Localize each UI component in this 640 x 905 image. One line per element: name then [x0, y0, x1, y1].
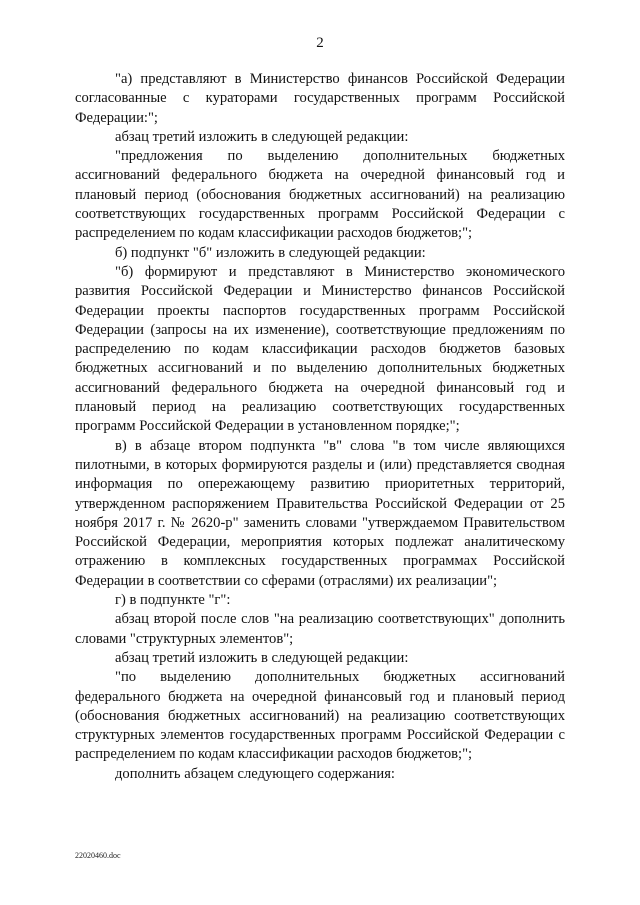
paragraph: абзац третий изложить в следующей редакции:: [115, 128, 409, 145]
paragraph: "предложения по выделению дополнительных бюджетных ассигнований федерального бюджета на очередной финансовый год и плановый период (обоснования бюджетных ассигнований) на реализацию соответствующих государственных программ Российской Федерации с распределением по кодам классификации расходов бюджетов;";: [75, 148, 565, 242]
file-name-footer: 22020460.doc: [75, 851, 121, 860]
paragraph: в) в абзаце втором подпункта "в" слова "в том числе являющихся пилотными, в которых формируются разделы и (или) представляется сводная информация по опережающему развитию приоритетных территорий, утвержденном распоряжением Правительства Российской Федерации от 25 ноября 2017 г. № 2620-р" заменить словами "утверждаемом Правительством Российской Федерации, мероприятия которых подлежат аналитическому отражению в комплексных государственных программах Российской Федерации в соответствии со сферами (отраслями) их реализации";: [75, 437, 565, 589]
paragraph: дополнить абзацем следующего содержания:: [115, 765, 395, 782]
paragraph: б) подпункт "б" изложить в следующей редакции:: [115, 244, 426, 261]
paragraph: абзац второй после слов "на реализацию соответствующих" дополнить словами "структурных элементов";: [75, 611, 565, 647]
paragraph: "а) представляют в Министерство финансов Российской Федерации согласованные с кураторами государственных программ Российской Федерации:";: [75, 71, 565, 126]
paragraph: г) в подпункте "г":: [115, 592, 231, 609]
paragraph: абзац третий изложить в следующей редакции:: [115, 649, 409, 666]
paragraph: "б) формируют и представляют в Министерство экономического развития Российской Федерации и Министерство финансов Российской Федерации проекты паспортов государственных программ Российской Федерации (запросы на их изменение), соответствующие предложениям по распределению по кодам классификации расходов бюджетов базовых бюджетных ассигнований и по выделению дополнительных бюджетных ассигнований федерального бюджета на очередной финансовый год и плановый период на реализацию соответствующих государственных программ Российской Федерации в установленном порядке;";: [75, 263, 565, 435]
page-number: 2: [316, 35, 324, 51]
paragraph: "по выделению дополнительных бюджетных ассигнований федерального бюджета на очередной финансовый год и плановый период (обоснования бюджетных ассигнований) на реализацию соответствующих структурных элементов государственных программ Российской Федерации с распределением по кодам классификации расходов бюджетов;";: [75, 669, 565, 763]
document-body: [75, 70, 565, 784]
